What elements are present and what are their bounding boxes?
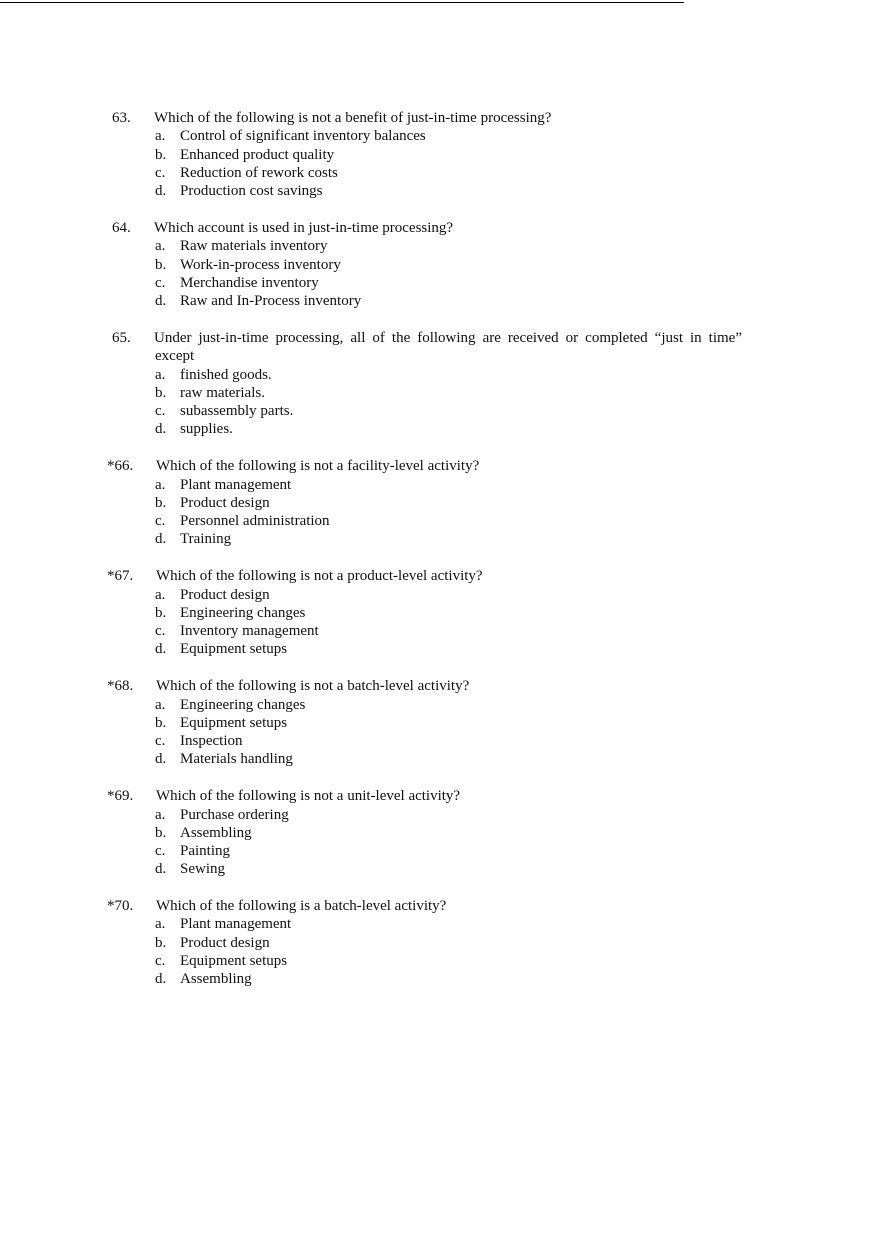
option-d bbox=[0, 860, 880, 878]
option-text: Plant management bbox=[180, 476, 292, 493]
option-letter: b. bbox=[155, 256, 167, 273]
option-letter: d. bbox=[155, 751, 167, 768]
option-letter: d. bbox=[155, 641, 167, 658]
option-b bbox=[0, 256, 880, 274]
option-c bbox=[0, 952, 880, 970]
option-d bbox=[0, 420, 880, 438]
option-letter: b. bbox=[155, 604, 167, 621]
question-number: 64. bbox=[112, 219, 131, 236]
question-69 bbox=[0, 787, 880, 878]
option-a bbox=[0, 586, 880, 604]
option-text: Work-in-process inventory bbox=[180, 256, 341, 273]
option-letter: c. bbox=[155, 164, 166, 181]
option-b bbox=[0, 146, 880, 164]
option-letter: b. bbox=[155, 824, 167, 841]
option-text: Painting bbox=[180, 843, 231, 860]
option-c bbox=[0, 164, 880, 182]
question-number: *66. bbox=[107, 458, 134, 475]
option-letter: a. bbox=[155, 476, 166, 493]
question-number: *70. bbox=[107, 898, 134, 915]
option-b bbox=[0, 824, 880, 842]
option-letter: d. bbox=[155, 861, 167, 878]
option-c bbox=[0, 622, 880, 640]
question-text: Which of the following is not a batch-level activity? bbox=[156, 678, 470, 695]
option-a bbox=[0, 806, 880, 824]
option-c bbox=[0, 732, 880, 750]
option-c bbox=[0, 274, 880, 292]
option-text: Plant management bbox=[180, 916, 292, 933]
option-text: Product design bbox=[180, 586, 270, 603]
question-68 bbox=[0, 677, 880, 768]
option-text: Raw and In-Process inventory bbox=[180, 293, 362, 310]
option-text: Reduction of rework costs bbox=[180, 164, 338, 181]
option-letter: c. bbox=[155, 274, 166, 291]
option-text: Equipment setups bbox=[180, 641, 288, 658]
question-text: Which of the following is a batch-level activity? bbox=[156, 898, 447, 915]
option-a bbox=[0, 237, 880, 255]
option-text: Assembling bbox=[180, 824, 252, 841]
question-67 bbox=[0, 567, 880, 658]
question-63 bbox=[0, 109, 880, 200]
option-letter: a. bbox=[155, 366, 166, 383]
question-text: Which of the following is not a product-level activity? bbox=[156, 568, 483, 585]
question-64 bbox=[0, 219, 880, 310]
option-text: Inventory management bbox=[180, 623, 319, 640]
option-a bbox=[0, 696, 880, 714]
option-text: Control of significant inventory balances bbox=[180, 128, 426, 145]
option-letter: d. bbox=[155, 293, 167, 310]
option-text: raw materials. bbox=[180, 384, 265, 401]
option-text: supplies. bbox=[180, 421, 233, 438]
option-letter: a. bbox=[155, 238, 166, 255]
option-letter: a. bbox=[155, 696, 166, 713]
option-text: Raw materials inventory bbox=[180, 238, 328, 255]
option-a bbox=[0, 915, 880, 933]
option-text: Product design bbox=[180, 934, 270, 951]
option-text: Production cost savings bbox=[180, 183, 323, 200]
question-number: *68. bbox=[107, 678, 134, 695]
option-letter: c. bbox=[155, 513, 166, 530]
question-text-continued: except bbox=[155, 348, 195, 365]
option-a bbox=[0, 127, 880, 145]
option-text: Merchandise inventory bbox=[180, 274, 319, 291]
question-text: Under just-in-time processing, all of the following are received or completed “just in time” bbox=[154, 329, 742, 346]
question-65 bbox=[0, 329, 880, 439]
option-text: Engineering changes bbox=[180, 604, 306, 621]
question-number: *69. bbox=[107, 788, 134, 805]
question-66 bbox=[0, 457, 880, 548]
option-d bbox=[0, 182, 880, 200]
option-text: Personnel administration bbox=[180, 513, 330, 530]
option-text: Purchase ordering bbox=[180, 806, 289, 823]
option-letter: c. bbox=[155, 953, 166, 970]
option-letter: b. bbox=[155, 934, 167, 951]
question-70 bbox=[0, 897, 880, 988]
option-letter: c. bbox=[155, 403, 166, 420]
top-rule bbox=[0, 2, 684, 3]
option-text: finished goods. bbox=[180, 366, 272, 383]
option-text: subassembly parts. bbox=[180, 403, 294, 420]
option-text: Enhanced product quality bbox=[180, 146, 335, 163]
option-b bbox=[0, 494, 880, 512]
option-d bbox=[0, 970, 880, 988]
option-d bbox=[0, 530, 880, 548]
option-letter: b. bbox=[155, 494, 167, 511]
question-list bbox=[0, 109, 880, 1007]
option-c bbox=[0, 512, 880, 530]
option-text: Training bbox=[180, 531, 232, 548]
option-letter: c. bbox=[155, 733, 166, 750]
option-text: Product design bbox=[180, 494, 270, 511]
option-a bbox=[0, 366, 880, 384]
option-letter: a. bbox=[155, 806, 166, 823]
option-c bbox=[0, 842, 880, 860]
question-number: *67. bbox=[107, 568, 134, 585]
question-text: Which of the following is not a unit-level activity? bbox=[156, 788, 461, 805]
option-b bbox=[0, 934, 880, 952]
option-letter: d. bbox=[155, 531, 167, 548]
option-text: Materials handling bbox=[180, 751, 293, 768]
option-letter: d. bbox=[155, 183, 167, 200]
option-text: Equipment setups bbox=[180, 714, 288, 731]
option-letter: d. bbox=[155, 971, 167, 988]
question-number: 65. bbox=[112, 329, 131, 346]
option-text: Equipment setups bbox=[180, 953, 288, 970]
option-letter: a. bbox=[155, 916, 166, 933]
option-letter: a. bbox=[155, 128, 166, 145]
question-text: Which of the following is not a benefit of just-in-time processing? bbox=[154, 110, 552, 126]
option-letter: c. bbox=[155, 623, 166, 640]
option-d bbox=[0, 640, 880, 658]
option-d bbox=[0, 292, 880, 310]
option-text: Engineering changes bbox=[180, 696, 306, 713]
option-letter: d. bbox=[155, 421, 167, 438]
option-letter: b. bbox=[155, 146, 167, 163]
option-text: Inspection bbox=[180, 733, 243, 750]
option-letter: b. bbox=[155, 384, 167, 401]
question-number: 63. bbox=[112, 110, 131, 126]
option-letter: c. bbox=[155, 843, 166, 860]
option-d bbox=[0, 750, 880, 768]
option-c bbox=[0, 402, 880, 420]
option-letter: b. bbox=[155, 714, 167, 731]
option-b bbox=[0, 384, 880, 402]
option-b bbox=[0, 604, 880, 622]
question-text: Which account is used in just-in-time processing? bbox=[154, 219, 454, 236]
option-text: Assembling bbox=[180, 971, 252, 988]
option-b bbox=[0, 714, 880, 732]
option-text: Sewing bbox=[180, 861, 225, 878]
option-letter: a. bbox=[155, 586, 166, 603]
option-a bbox=[0, 476, 880, 494]
question-text: Which of the following is not a facility-level activity? bbox=[156, 458, 480, 475]
